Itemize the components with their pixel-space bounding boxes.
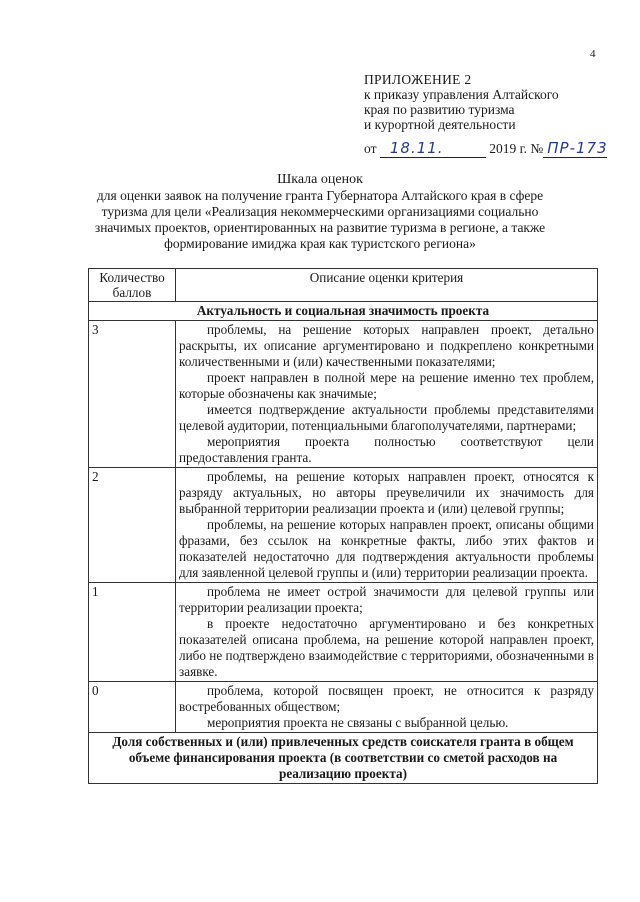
table-row [89, 583, 598, 682]
order-prefix: от [364, 141, 377, 156]
table-row [89, 468, 598, 583]
table-row [89, 682, 598, 733]
order-date: 18.11. [380, 139, 486, 158]
order-line [364, 139, 607, 158]
description-paragraph: мероприятия проекта не связаны с выбранной целью. [207, 715, 509, 730]
table-row [89, 321, 598, 468]
description-paragraph: в проекте недостаточно аргументировано и без конкретных показателей описана проблема, на решение которой направлен проект, либо не подтверждено взаимодействие с территориями, обозначенными в заявке. [179, 616, 594, 679]
criteria-table [88, 268, 598, 784]
description-paragraph: проблема, которой посвящен проект, не относится к разряду востребованных обществом; [179, 683, 594, 714]
description-paragraph: проблемы, на решение которых направлен проект, детально раскрыты, их описание аргументировано и подкреплено конкретными количественными и (или) качественными показателями; [179, 322, 594, 369]
heading-line: туризма для цели «Реализация некоммерческими организациями социально [101, 204, 539, 219]
score-cell: 2 [89, 468, 176, 583]
score-cell: 0 [89, 682, 176, 733]
page-number: 4 [590, 48, 596, 60]
header-description: Описание оценки критерия [176, 269, 598, 302]
score-cell: 3 [89, 321, 176, 468]
description-paragraph: проблема не имеет острой значимости для целевой группы или территории реализации проекта; [179, 584, 594, 615]
appendix-block [364, 72, 559, 132]
section-row [89, 733, 598, 784]
heading-title: Шкала оценок [277, 172, 363, 187]
order-year: 2019 г. № [489, 141, 544, 156]
description-cell [176, 321, 598, 468]
table-header-row [89, 269, 598, 302]
description-paragraph: проект направлен в полной мере на решение именно тех проблем, которые обозначены как значимые; [179, 370, 594, 401]
appendix-line: к приказу управления Алтайского [364, 87, 559, 102]
order-number: ПР-173 [543, 139, 607, 158]
description-paragraph: имеется подтверждение актуальности проблемы представителями целевой аудитории, потенциальными благополучателями, партнерами; [179, 402, 594, 433]
description-paragraph: проблемы, на решение которых направлен проект, описаны общими фразами, без ссылок на конкретные факты, либо этих фактов и показателей недостаточно для подтверждения актуальности проблемы для заявленной целевой группы и (или) территории реализации проекта. [179, 517, 594, 580]
appendix-line: края по развитию туризма [364, 102, 515, 117]
description-cell [176, 682, 598, 733]
header-score: Количество баллов [89, 269, 176, 302]
section-title: Доля собственных и (или) привлеченных средств соискателя гранта в общем объеме финансирования проекта (в соответствии со сметой расходов на реализацию проекта) [89, 733, 598, 784]
description-cell [176, 583, 598, 682]
document-heading [90, 172, 550, 252]
appendix-line: и курортной деятельности [364, 117, 516, 132]
score-cell: 1 [89, 583, 176, 682]
section-row [89, 302, 598, 321]
description-paragraph: мероприятия проекта полностью соответствуют цели предоставления гранта. [179, 434, 594, 465]
heading-line: значимых проектов, ориентированных на развитие туризма в регионе, а также [94, 220, 546, 235]
section-title: Актуальность и социальная значимость проекта [89, 302, 598, 321]
heading-line: формирование имиджа края как туристского региона» [164, 236, 476, 251]
appendix-title: ПРИЛОЖЕНИЕ 2 [364, 72, 472, 87]
heading-line: для оценки заявок на получение гранта Губернатора Алтайского края в сфере [96, 188, 544, 203]
description-cell [176, 468, 598, 583]
description-paragraph: проблемы, на решение которых направлен проект, относятся к разряду актуальных, но авторы преувеличили их значимость для выбранной территории реализации проекта и (или) целевой группы; [179, 469, 594, 516]
